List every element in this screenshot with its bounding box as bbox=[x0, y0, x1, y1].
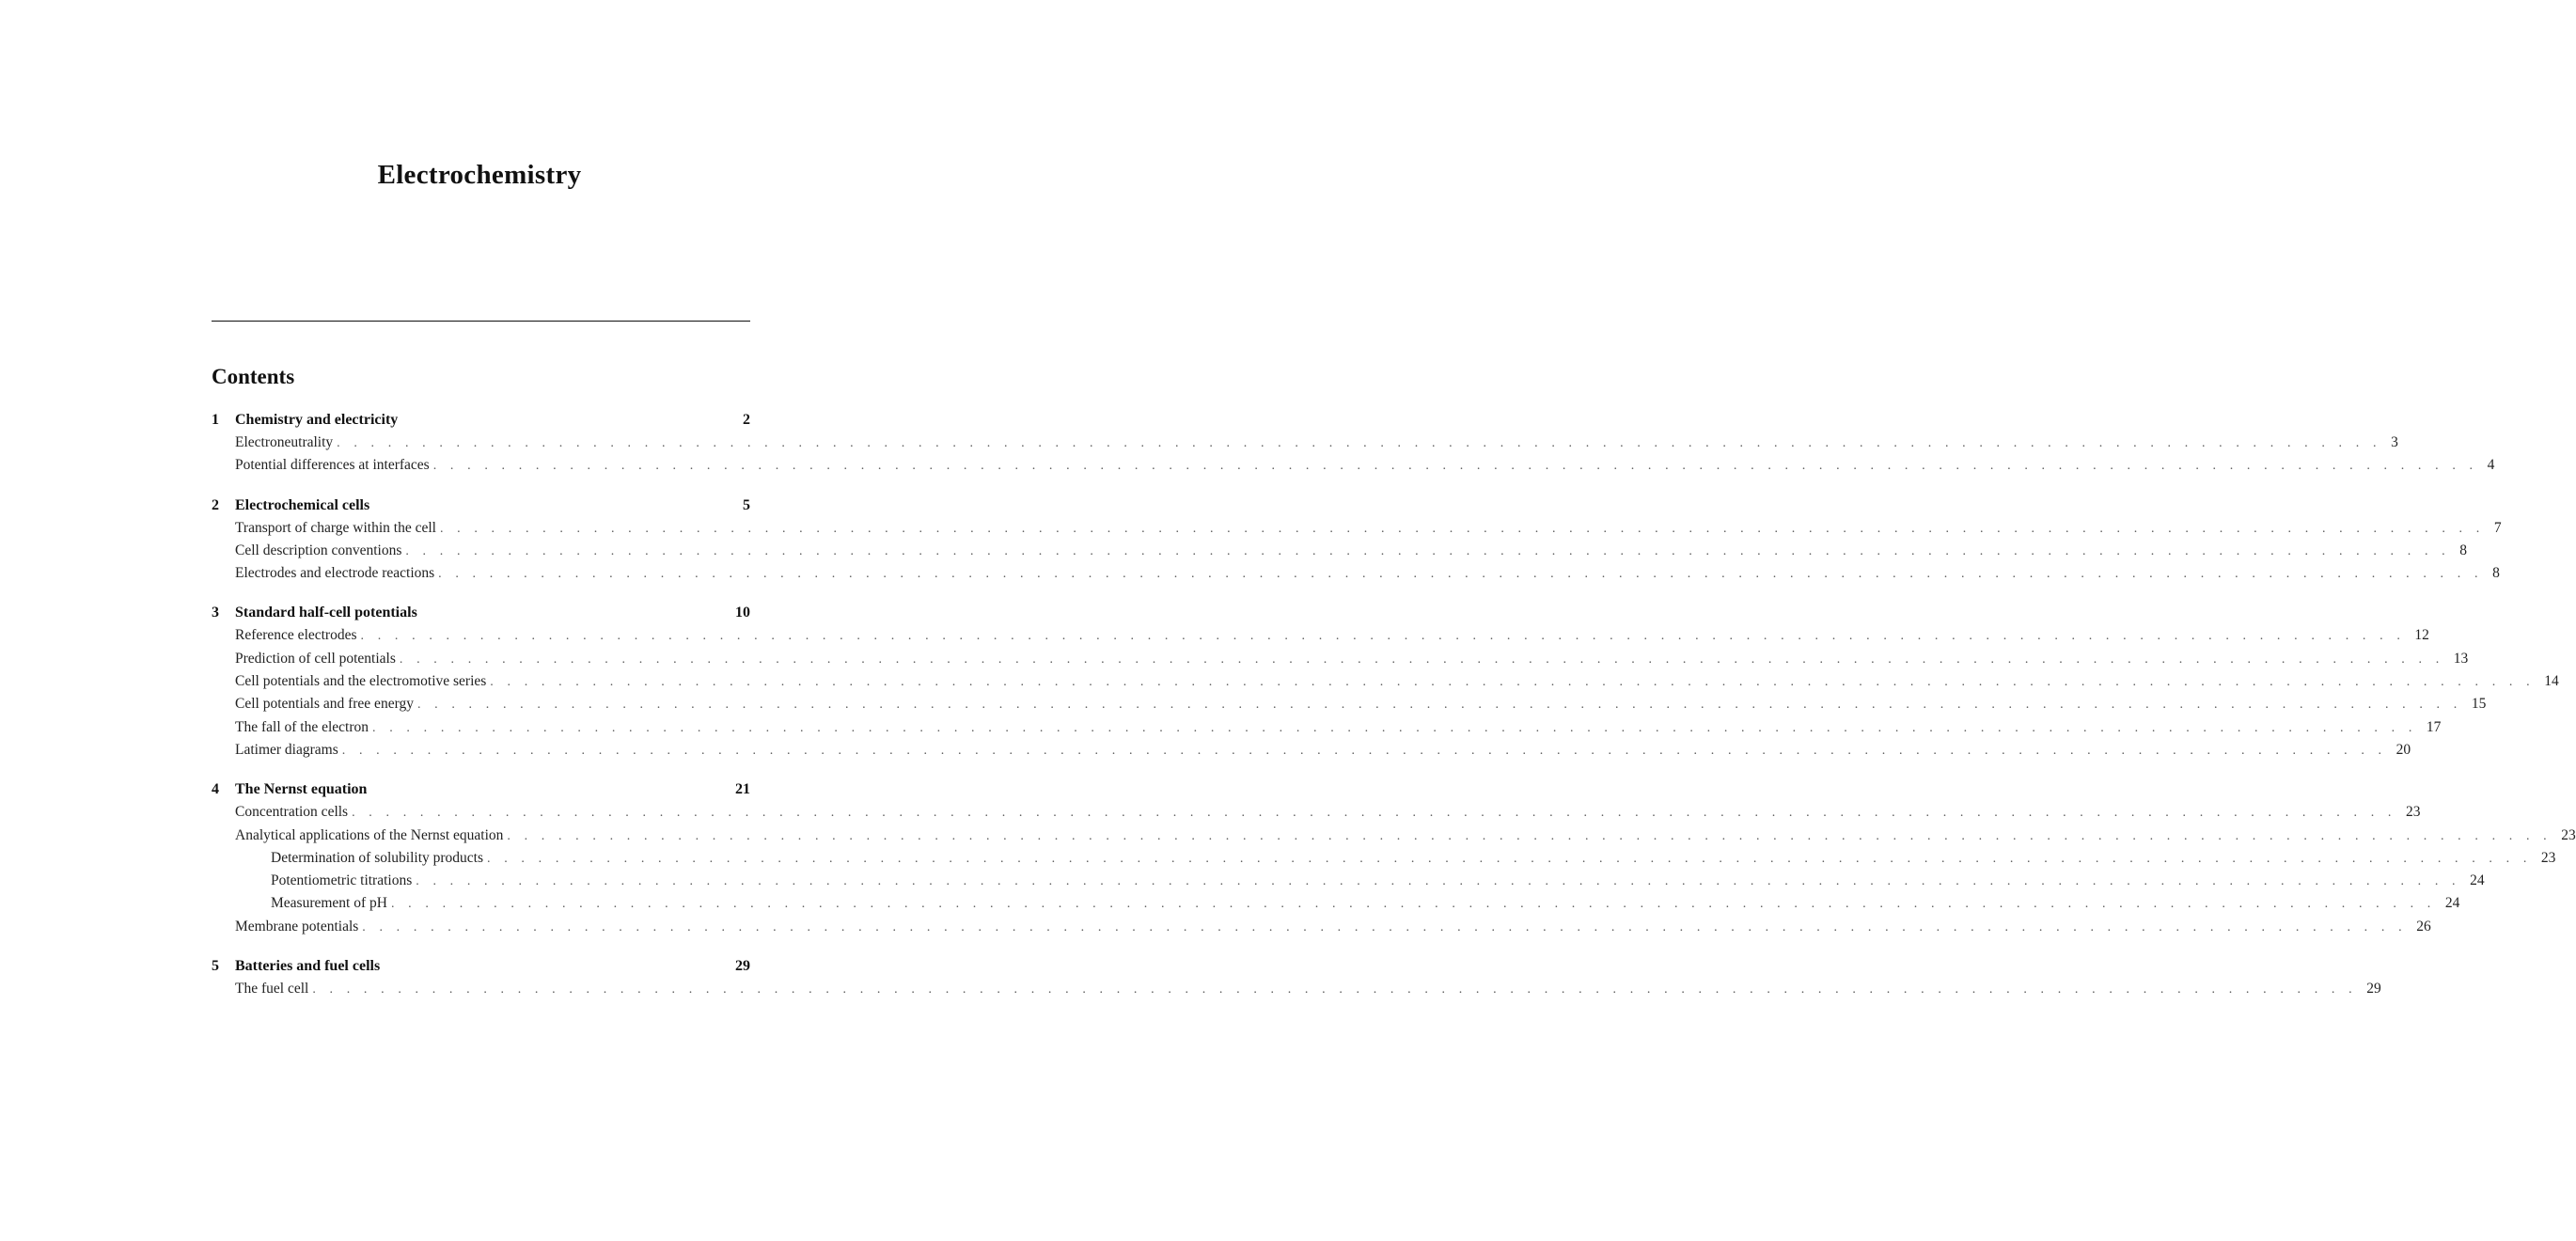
toc-entry-title: Potential differences at interfaces bbox=[235, 457, 430, 474]
toc-chapter-page: 2 bbox=[743, 412, 750, 428]
toc-chapter-page: 10 bbox=[735, 605, 750, 621]
toc-section-entry[interactable] bbox=[212, 825, 2576, 847]
toc-entry-title: The fuel cell bbox=[235, 981, 309, 998]
toc-section-entry[interactable] bbox=[212, 716, 2442, 739]
toc-chapter-number: 1 bbox=[212, 412, 219, 428]
toc-section-entry[interactable] bbox=[212, 517, 2502, 540]
toc-chapter-number: 3 bbox=[212, 605, 219, 621]
toc-chapter-title: Standard half-cell potentials bbox=[235, 605, 417, 621]
toc-entry-page: 13 bbox=[2453, 650, 2469, 667]
dot-leader: . . . . . . . . . . . . . . . . . . . . . . . . . . . . . . . . . . . . . . . . . . . . . . . . . . . . . . . . . . . . . . . . . . . . . . . . . . . . . . . . . . . . . . . . . . . . . . . . . . . . . . . . . . . . . . . . . . . . . . . . bbox=[352, 806, 2396, 821]
toc-entry-title: Measurement of pH bbox=[271, 895, 387, 912]
table-of-contents bbox=[212, 408, 2576, 1016]
toc-chapter-title: Batteries and fuel cells bbox=[235, 958, 381, 975]
toc-entry-title: Electroneutrality bbox=[235, 434, 334, 450]
dot-leader: . . . . . . . . . . . . . . . . . . . . . . . . . . . . . . . . . . . . . . . . . . . . . . . . . . . . . . . . . . . . . . . . . . . . . . . . . . . . . . . . . . . . . . . . . . . . . . . . . . . . . . . . . . . . . . . . . . . . . . . . bbox=[438, 567, 2484, 582]
dot-leader: . . . . . . . . . . . . . . . . . . . . . . . . . . . . . . . . . . . . . . . . . . . . . . . . . . . . . . . . . . . . . . . . . . . . . . . . . . . . . . . . . . . . . . . . . . . . . . . . . . . . . . . . . . . . . . . . . . . . . . . . bbox=[362, 919, 2408, 935]
toc-entry-title: Cell potentials and the electromotive series bbox=[235, 673, 487, 690]
dot-leader: . . . . . . . . . . . . . . . . . . . . . . . . . . . . . . . . . . . . . . . . . . . . . . . . . . . . . . . . . . . . . . . . . . . . . . . . . . . . . . . . . . . . . . . . . . . . . . . . . . . . . . . . . . . . . . . . . . . . . . . . bbox=[416, 874, 2461, 889]
dot-leader: . . . . . . . . . . . . . . . . . . . . . . . . . . . . . . . . . . . . . . . . . . . . . . . . . . . . . . . . . . . . . . . . . . . . . . . . . . . . . . . . . . . . . . . . . . . . . . . . . . . . . . . . . . . . . . . . . . . . . . . . bbox=[439, 521, 2485, 536]
toc-chapter bbox=[212, 954, 2381, 1000]
toc-subsection-entry[interactable] bbox=[212, 847, 2556, 870]
toc-chapter bbox=[212, 601, 2559, 762]
toc-chapter-row[interactable] bbox=[212, 601, 750, 624]
toc-chapter-row[interactable] bbox=[212, 494, 750, 517]
toc-entry-page: 7 bbox=[2493, 519, 2502, 536]
toc-chapter-title: Chemistry and electricity bbox=[235, 412, 399, 428]
toc-entry-page: 24 bbox=[2444, 895, 2460, 912]
toc-entry-page: 8 bbox=[2492, 565, 2500, 582]
toc-section-entry[interactable] bbox=[212, 624, 2429, 647]
toc-entry-title: Potentiometric titrations bbox=[271, 872, 413, 889]
toc-chapter-page: 29 bbox=[735, 958, 750, 975]
dot-leader: . . . . . . . . . . . . . . . . . . . . . . . . . . . . . . . . . . . . . . . . . . . . . . . . . . . . . . . . . . . . . . . . . . . . . . . . . . . . . . . . . . . . . . . . . . . . . . . . . . . . . . . . . . . . . . . . . . . . . . . . bbox=[432, 459, 2478, 474]
dot-leader: . . . . . . . . . . . . . . . . . . . . . . . . . . . . . . . . . . . . . . . . . . . . . . . . . . . . . . . . . . . . . . . . . . . . . . . . . . . . . . . . . . . . . . . . . . . . . . . . . . . . . . . . . . . . . . . . . . . . . . . . bbox=[490, 675, 2536, 690]
dot-leader: . . . . . . . . . . . . . . . . . . . . . . . . . . . . . . . . . . . . . . . . . . . . . . . . . . . . . . . . . . . . . . . . . . . . . . . . . . . . . . . . . . . . . . . . . . . . . . . . . . . . . . . . . . . . . . . . . . . . . . . . bbox=[337, 436, 2382, 450]
dot-leader: . . . . . . . . . . . . . . . . . . . . . . . . . . . . . . . . . . . . . . . . . . . . . . . . . . . . . . . . . . . . . . . . . . . . . . . . . . . . . . . . . . . . . . . . . . . . . . . . . . . . . . . . . . . . . . . . . . . . . . . . bbox=[405, 543, 2451, 558]
toc-chapter-number: 4 bbox=[212, 781, 219, 798]
toc-chapter-number: 2 bbox=[212, 496, 219, 513]
toc-entry-page: 23 bbox=[2561, 826, 2576, 843]
toc-chapter-number: 5 bbox=[212, 958, 219, 975]
dot-leader: . . . . . . . . . . . . . . . . . . . . . . . . . . . . . . . . . . . . . . . . . . . . . . . . . . . . . . . . . . . . . . . . . . . . . . . . . . . . . . . . . . . . . . . . . . . . . . . . . . . . . . . . . . . . . . . . . . . . . . . . bbox=[372, 720, 2417, 735]
toc-entry-page: 23 bbox=[2406, 804, 2421, 821]
toc-entry-title: Cell description conventions bbox=[235, 542, 402, 558]
toc-entry-page: 15 bbox=[2471, 696, 2487, 713]
toc-section-entry[interactable] bbox=[212, 432, 2398, 454]
toc-section-entry[interactable] bbox=[212, 562, 2500, 585]
toc-chapter-page: 5 bbox=[743, 496, 750, 513]
toc-entry-title: Transport of charge within the cell bbox=[235, 519, 436, 536]
contents-heading: Contents bbox=[212, 365, 295, 388]
toc-entry-title: Cell potentials and free energy bbox=[235, 696, 414, 713]
toc-entry-title: The fall of the electron bbox=[235, 718, 369, 735]
dot-leader: . . . . . . . . . . . . . . . . . . . . . . . . . . . . . . . . . . . . . . . . . . . . . . . . . . . . . . . . . . . . . . . . . . . . . . . . . . . . . . . . . . . . . . . . . . . . . . . . . . . . . . . . . . . . . . . . . . . . . . . . bbox=[399, 652, 2444, 667]
dot-leader: . . . . . . . . . . . . . . . . . . . . . . . . . . . . . . . . . . . . . . . . . . . . . . . . . . . . . . . . . . . . . . . . . . . . . . . . . . . . . . . . . . . . . . . . . . . . . . . . . . . . . . . . . . . . . . . . . . . . . . . . bbox=[341, 743, 2387, 758]
toc-entry-title: Analytical applications of the Nernst equation bbox=[235, 826, 504, 843]
dot-leader: . . . . . . . . . . . . . . . . . . . . . . . . . . . . . . . . . . . . . . . . . . . . . . . . . . . . . . . . . . . . . . . . . . . . . . . . . . . . . . . . . . . . . . . . . . . . . . . . . . . . . . . . . . . . . . . . . . . . . . . . bbox=[312, 982, 2358, 998]
toc-section-entry[interactable] bbox=[212, 540, 2468, 562]
horizontal-rule bbox=[212, 321, 750, 322]
toc-entry-page: 24 bbox=[2470, 872, 2485, 889]
toc-chapter-title: Electrochemical cells bbox=[235, 496, 370, 513]
toc-entry-page: 14 bbox=[2544, 673, 2559, 690]
toc-section-entry[interactable] bbox=[212, 670, 2559, 693]
toc-entry-page: 20 bbox=[2395, 741, 2411, 758]
toc-chapter-row[interactable] bbox=[212, 778, 750, 801]
toc-section-entry[interactable] bbox=[212, 916, 2431, 938]
dot-leader: . . . . . . . . . . . . . . . . . . . . . . . . . . . . . . . . . . . . . . . . . . . . . . . . . . . . . . . . . . . . . . . . . . . . . . . . . . . . . . . . . . . . . . . . . . . . . . . . . . . . . . . . . . . . . . . . . . . . . . . . bbox=[507, 828, 2552, 843]
toc-section-entry[interactable] bbox=[212, 693, 2487, 715]
toc-section-entry[interactable] bbox=[212, 978, 2381, 1000]
toc-entry-title: Latimer diagrams bbox=[235, 741, 338, 758]
dot-leader: . . . . . . . . . . . . . . . . . . . . . . . . . . . . . . . . . . . . . . . . . . . . . . . . . . . . . . . . . . . . . . . . . . . . . . . . . . . . . . . . . . . . . . . . . . . . . . . . . . . . . . . . . . . . . . . . . . . . . . . . bbox=[390, 897, 2436, 912]
toc-entry-page: 12 bbox=[2414, 627, 2429, 644]
toc-section-entry[interactable] bbox=[212, 739, 2411, 762]
toc-chapter bbox=[212, 778, 2576, 938]
toc-chapter-page: 21 bbox=[735, 781, 750, 798]
toc-entry-page: 17 bbox=[2426, 718, 2442, 735]
toc-chapter bbox=[212, 408, 2495, 478]
dot-leader: . . . . . . . . . . . . . . . . . . . . . . . . . . . . . . . . . . . . . . . . . . . . . . . . . . . . . . . . . . . . . . . . . . . . . . . . . . . . . . . . . . . . . . . . . . . . . . . . . . . . . . . . . . . . . . . . . . . . . . . . bbox=[360, 629, 2406, 644]
toc-chapter-title: The Nernst equation bbox=[235, 781, 368, 798]
toc-entry-page: 8 bbox=[2459, 542, 2468, 558]
toc-entry-page: 26 bbox=[2416, 918, 2431, 935]
toc-entry-title: Membrane potentials bbox=[235, 918, 359, 935]
toc-chapter-row[interactable] bbox=[212, 408, 750, 432]
toc-section-entry[interactable] bbox=[212, 648, 2469, 670]
toc-entry-page: 29 bbox=[2366, 981, 2381, 998]
toc-section-entry[interactable] bbox=[212, 454, 2495, 477]
dot-leader: . . . . . . . . . . . . . . . . . . . . . . . . . . . . . . . . . . . . . . . . . . . . . . . . . . . . . . . . . . . . . . . . . . . . . . . . . . . . . . . . . . . . . . . . . . . . . . . . . . . . . . . . . . . . . . . . . . . . . . . . bbox=[416, 698, 2462, 713]
dot-leader: . . . . . . . . . . . . . . . . . . . . . . . . . . . . . . . . . . . . . . . . . . . . . . . . . . . . . . . . . . . . . . . . . . . . . . . . . . . . . . . . . . . . . . . . . . . . . . . . . . . . . . . . . . . . . . . . . . . . . . . . bbox=[487, 851, 2532, 866]
toc-entry-page: 23 bbox=[2540, 849, 2556, 866]
document-title: Electrochemistry bbox=[377, 160, 582, 190]
toc-entry-title: Concentration cells bbox=[235, 804, 349, 821]
toc-entry-title: Electrodes and electrode reactions bbox=[235, 565, 435, 582]
toc-chapter-row[interactable] bbox=[212, 954, 750, 978]
toc-entry-title: Reference electrodes bbox=[235, 627, 357, 644]
toc-section-entry[interactable] bbox=[212, 801, 2421, 824]
toc-entry-page: 3 bbox=[2391, 434, 2398, 450]
toc-entry-page: 4 bbox=[2487, 457, 2495, 474]
toc-entry-title: Determination of solubility products bbox=[271, 849, 484, 866]
toc-subsection-entry[interactable] bbox=[212, 892, 2460, 915]
toc-subsection-entry[interactable] bbox=[212, 870, 2485, 892]
toc-chapter bbox=[212, 494, 2502, 586]
toc-entry-title: Prediction of cell potentials bbox=[235, 650, 396, 667]
